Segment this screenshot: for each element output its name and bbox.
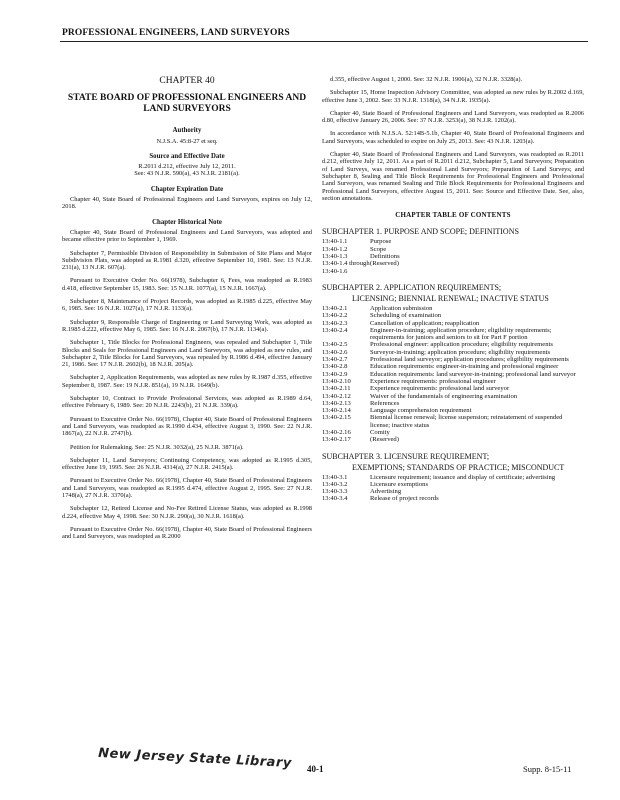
toc-section-title: Surveyor-in-training; application procedure; eligibility requirements	[370, 348, 551, 356]
toc-entry	[322, 312, 584, 319]
toc-entry	[322, 371, 584, 378]
toc-section-number: 13:40-2.6	[322, 348, 348, 356]
toc-entry	[322, 414, 584, 429]
history-paragraph: d.355, effective August 1, 2000. See: 32 N.J.R. 1906(a), 32 N.J.R. 3328(a).	[330, 76, 523, 83]
toc-section-number: 13:40-2.8	[322, 363, 348, 371]
history-paragraph: Subchapter 12, Retired License and No-Fee Retired License Status, was adopted as R.1998 d.224, effective May 4, 1998. See: 30 N.J.R. 290(a), 30 N.J.R. 1618(a).	[62, 505, 312, 520]
running-header: PROFESSIONAL ENGINEERS, LAND SURVEYORS	[62, 28, 290, 38]
history-paragraph: Subchapter 2, Application Requirements, was adopted as new rules by R.1987 d.355, effective September 8, 1987. See: 19 N.J.R. 851(a), 19 N.J.R. 1649(b).	[62, 374, 312, 389]
toc-section-title: Language comprehension requirement	[370, 407, 472, 415]
history-paragraph: Subchapter 15, Home Inspection Advisory Committee, was adopted as new rules by R.2002 d.169, effective June 3, 2002. See: 33 N.J.R. 1318(a), 34 N.J.R. 1935(a).	[322, 89, 584, 104]
toc-section-number: 13:40-1.4 through 13:40-1.6	[322, 260, 370, 275]
toc-entry	[322, 349, 584, 356]
toc-heading: CHAPTER TABLE OF CONTENTS	[395, 211, 511, 220]
toc-section-title: Licensure exemptions	[370, 480, 429, 488]
toc-entry	[322, 407, 584, 414]
toc-section-number: 13:40-3.4	[322, 495, 348, 503]
toc-section-title: Comity	[370, 428, 390, 436]
source-line-1: R.2011 d.212, effective July 12, 2011.	[138, 163, 236, 171]
toc-section-title: Experience requirements: professional engineer	[370, 377, 496, 385]
history-paragraph: Subchapter 8, Maintenance of Project Records, was adopted as R.1985 d.225, effective May 6, 1985. See: 16 N.J.R. 1027(a), 17 N.J.R. 1133(a).	[62, 298, 312, 313]
toc-section-number: 13:40-2.11	[322, 385, 351, 393]
history-paragraph: Petition for Rulemaking. See: 25 N.J.R. 3032(a), 25 N.J.R. 3871(a).	[70, 443, 244, 451]
toc-section-number: 13:40-1.3	[322, 253, 348, 261]
history-paragraph: Subchapter 10, Contract to Provide Professional Services, was adopted as R.1989 d.64, effective February 6, 1989. See: 20 N.J.R. 2243(b), 21 N.J.R. 339(a).	[62, 395, 312, 410]
subchapter-3-list	[322, 474, 584, 503]
toc-section-title: Release of project records	[370, 495, 439, 503]
toc-section-number: 13:40-2.14	[322, 407, 351, 415]
toc-entry	[322, 488, 584, 495]
history-paragraph: Subchapter 1, Title Blocks for Professional Engineers, was repealed and Subchapter 1, Title Blocks and Seals for Professional Engineers and Land Surveyors, was adopted as new rules, and Subchapter 2, Title Blocks for Land Surveyors, was repealed by R.1986 d.494, effective January 21, 1986. See: 17 N.J.R. 2602(b), 18 N.J.R. 205(a).	[62, 339, 312, 369]
history-paragraph: Pursuant to Executive Order No. 66(1978), Chapter 40, State Board of Professional Engineers and Land Surveyors, was readopted as R.1995 d.474, effective August 2, 1995. See: 27 N.J.R. 1748(a), 27 N.J.R. 3370(a).	[62, 477, 312, 499]
subchapter-3-heading-cont: EXEMPTIONS; STANDARDS OF PRACTICE; MISCONDUCT	[352, 462, 565, 472]
toc-entry	[322, 378, 584, 385]
toc-section-title: Scheduling of examination	[370, 312, 442, 320]
toc-entry	[322, 474, 584, 481]
history-heading: Chapter Historical Note	[152, 218, 222, 226]
subchapter-1-heading: SUBCHAPTER 1. PURPOSE AND SCOPE; DEFINITIONS	[322, 227, 519, 237]
toc-entry	[322, 363, 584, 370]
history-paragraph: Subchapter 11, Land Surveyors; Continuing Competency, was adopted as R.1995 d.305, effective June 19, 1995. See: 26 N.J.R. 4314(a), 27 N.J.R. 2415(a).	[62, 456, 312, 472]
history-paragraph: Pursuant to Executive Order No. 66(1978), Chapter 40, State Board of Professional Engineers and Land Surveyors, was readopted as R.1990 d.434, effective August 3, 1990. See: 22 N.J.R. 1867(a), 22 N.J.R. 2747(b).	[62, 415, 312, 438]
toc-entry	[322, 238, 584, 245]
toc-section-title: Professional engineer: application procedure; eligibility requirements	[370, 341, 553, 349]
toc-section-title: Advertising	[370, 488, 402, 496]
toc-entry	[322, 436, 584, 443]
toc-section-title: Education requirements: land surveyor-in-training; professional land surveyor	[370, 370, 576, 378]
toc-section-title: Biennial license renewal; license suspension; reinstatement of suspended license; inactive status	[370, 414, 563, 429]
source-heading: Source and Effective Date	[149, 152, 225, 160]
toc-section-title: Engineer-in-training; application procedure; eligibility requirements; requirements for juniors and seniors to sit for Part F portion	[370, 326, 552, 342]
history-paragraph: In accordance with N.J.S.A. 52:14B-5.1b, Chapter 40, State Board of Professional Engineers and Land Surveyors, was scheduled to expire on July 25, 2013. See: 43 N.J.R. 1203(a).	[322, 130, 584, 145]
expiration-text: Chapter 40, State Board of Professional Engineers and Land Surveyors, expires on July 12, 2018.	[62, 196, 312, 211]
library-stamp: New Jersey State Library	[97, 745, 293, 772]
toc-section-number: 13:40-2.12	[322, 392, 351, 400]
toc-entry	[322, 400, 584, 407]
toc-section-number: 13:40-2.3	[322, 319, 348, 327]
toc-section-title: References	[370, 399, 400, 407]
chapter-number: CHAPTER 40	[159, 76, 215, 86]
toc-entry	[322, 260, 584, 275]
toc-section-title: (Reserved)	[370, 260, 399, 268]
page-number: 40-1	[307, 764, 324, 774]
supplement-date: Supp. 8-15-11	[523, 764, 572, 774]
toc-entry	[322, 341, 584, 348]
toc-section-number: 13:40-2.17	[322, 436, 351, 444]
history-paragraph: Pursuant to Executive Order No. 66(1978), Chapter 40, State Board of Professional Engineers and Land Surveyors, was readopted as R.2000	[62, 525, 312, 541]
history-notes-right	[322, 76, 584, 202]
subchapter-2-heading-cont: LICENSING; BIENNIAL RENEWAL; INACTIVE STATUS	[352, 293, 549, 303]
subchapter-3-heading: SUBCHAPTER 3. LICENSURE REQUIREMENT;	[322, 451, 490, 461]
toc-entry	[322, 305, 584, 312]
expiration-heading: Chapter Expiration Date	[150, 185, 224, 193]
toc-section-title: Definitions	[370, 253, 400, 261]
toc-section-title: (Reserved)	[370, 436, 399, 444]
toc-entry	[322, 253, 584, 260]
toc-entry	[322, 495, 584, 502]
toc-section-number: 13:40-3.3	[322, 488, 348, 496]
toc-entry	[322, 320, 584, 327]
toc-section-title: Scope	[370, 245, 387, 253]
history-notes-left	[62, 229, 312, 541]
toc-section-number: 13:40-2.9	[322, 370, 348, 378]
toc-entry	[322, 385, 584, 392]
toc-section-number: 13:40-2.15	[322, 414, 351, 422]
toc-section-number: 13:40-2.4	[322, 326, 348, 334]
toc-section-number: 13:40-2.7	[322, 356, 348, 364]
toc-section-title: Purpose	[370, 238, 392, 246]
left-column	[62, 78, 312, 546]
subchapter-1-list	[322, 238, 584, 274]
toc-section-number: 13:40-2.2	[322, 312, 348, 320]
toc-entry	[322, 246, 584, 253]
history-paragraph: Subchapter 7, Permissible Division of Responsibility in Submission of Site Plans and Major Subdivision Plats, was adopted as R.1981 d.320, effective September 10, 1981. See: 13 N.J.R. 231(a), 13 N.J.R. 607(a).	[62, 249, 312, 272]
history-paragraph: Chapter 40, State Board of Professional Engineers and Land Surveyors, was readopted as R.2011 d.212, effective July 12, 2011. As a part of R.2011 d.212, Subchapter 5, Land Surveyors; Preparation of Land Surveys, was renamed Professional Land Surveyors; Preparation of Land Surveys; and Subchapter 8, Sealing and Title Block Requirements for Professional Engineers and Professional Land Surveyors, was renamed Sealing and Title Block Requirements for Professional Engineers and Professional Land Surveyors, effective August 15, 2011. See: Source and Effective Date. See, also, section annotations.	[322, 151, 584, 202]
toc-entry	[322, 393, 584, 400]
toc-section-number: 13:40-3.1	[322, 473, 348, 481]
toc-section-number: 13:40-2.10	[322, 377, 351, 385]
history-paragraph: Subchapter 9, Responsible Charge of Engineering or Land Surveying Work, was adopted as R.1985 d.222, effective May 6, 1985. See: 16 N.J.R. 2067(b), 17 N.J.R. 1134(a).	[62, 318, 312, 333]
history-paragraph: Pursuant to Executive Order No. 66(1978), Subchapter 6, Fees, was readopted as R.1983 d.418, effective September 15, 1983. See: 15 N.J.R. 1077(a), 15 N.J.R. 1667(a).	[62, 277, 312, 292]
toc-entry	[322, 356, 584, 363]
toc-section-title: Professional land surveyor; application procedures; eligibility requirements	[370, 356, 569, 364]
subchapter-2-list	[322, 305, 584, 444]
source-line-2: See: 43 N.J.R. 590(a), 43 N.J.R. 2181(a).	[134, 170, 240, 178]
toc-section-number: 13:40-3.2	[322, 480, 348, 488]
toc-section-title: Cancellation of application; reapplication	[370, 319, 480, 327]
history-paragraph: Chapter 40, State Board of Professional Engineers and Land Surveyors, was adopted and became effective prior to September 1, 1969.	[62, 228, 312, 244]
toc-section-number: 13:40-1.2	[322, 245, 348, 253]
authority-text: N.J.S.A. 45:8-27 et seq.	[156, 137, 218, 145]
subchapter-2-heading: SUBCHAPTER 2. APPLICATION REQUIREMENTS;	[322, 282, 502, 292]
toc-section-number: 13:40-2.5	[322, 341, 348, 349]
toc-section-title: Application submission	[370, 304, 433, 312]
right-column	[322, 76, 584, 503]
toc-section-title: Waiver of the fundamentals of engineering examination	[370, 392, 518, 400]
history-paragraph: Chapter 40, State Board of Professional Engineers and Land Surveyors, was readopted as R.2006 d.80, effective January 26, 2006. See: 37 N.J.R. 3253(a), 38 N.J.R. 1202(a).	[322, 109, 584, 125]
authority-heading: Authority	[172, 127, 202, 135]
toc-section-number: 13:40-1.1	[322, 238, 348, 246]
toc-section-number: 13:40-2.1	[322, 304, 348, 312]
toc-entry	[322, 481, 584, 488]
toc-entry	[322, 429, 584, 436]
toc-section-number: 13:40-2.13	[322, 399, 351, 407]
toc-section-title: Licensure requirement; issuance and display of certificate; advertising	[370, 473, 556, 481]
header-rule	[60, 41, 588, 42]
toc-section-title: Experience requirements: professional land surveyor	[370, 385, 510, 393]
chapter-title: STATE BOARD OF PROFESSIONAL ENGINEERS AND LAND SURVEYORS	[67, 93, 307, 115]
toc-entry	[322, 327, 584, 342]
toc-section-title: Education requirements: engineer-in-training and professional engineer	[370, 363, 559, 371]
toc-section-number: 13:40-2.16	[322, 428, 351, 436]
